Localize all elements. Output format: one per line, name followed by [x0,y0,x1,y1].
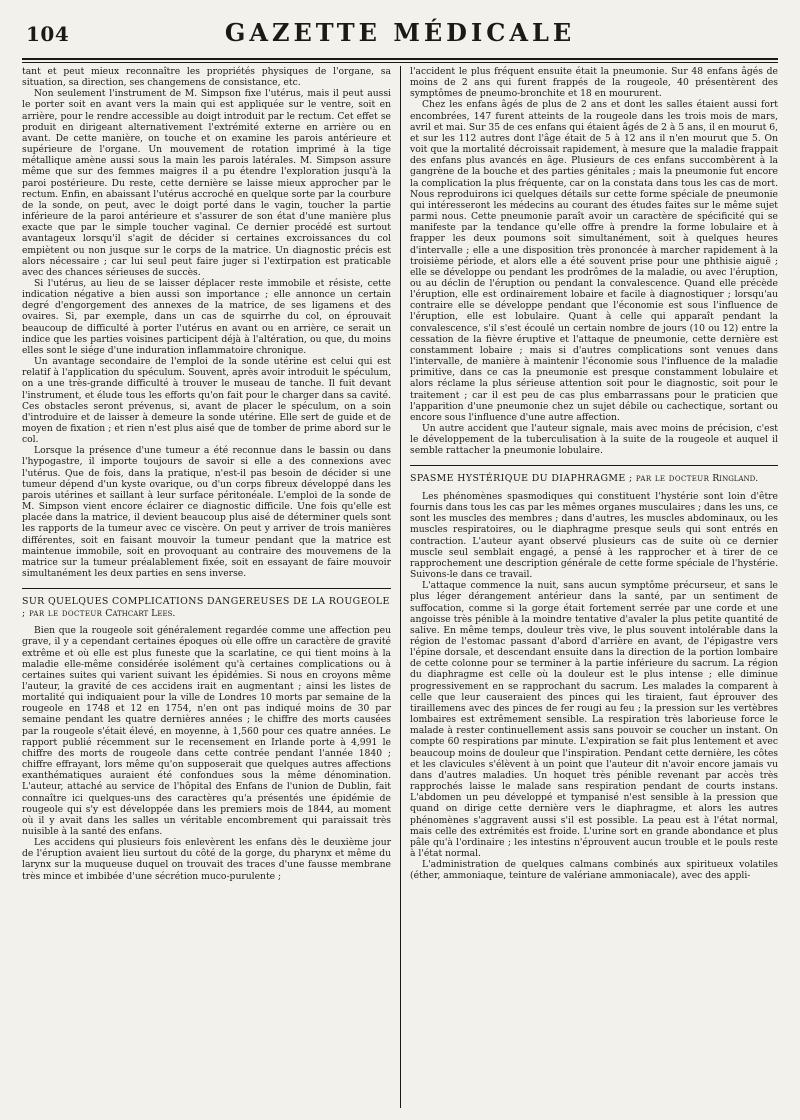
page-header [22,14,778,54]
paragraph: Les phénomènes spasmodiques qui constituent l'hystérie sont loin d'être fournis dans tous les cas par les mêmes organes musculaires ; dans les uns, ce sont les muscles des membres ; dans d'autres, les muscles abdominaux, ou les muscles respiratoires, ou le diaphragme presque seuls qui sont entrés en contraction. L'auteur ayant observé plusieurs cas de suite où ce dernier muscle seul semblait engagé, a pensé à les rapprocher et à tirer de ce rapprochement une description générale de cette forme spéciale de l'hystérie. Suivons-le dans ce travail. [410,490,778,581]
right-column [400,66,778,1108]
paragraph: Chez les enfans âgés de plus de 2 ans et dont les salles étaient aussi fort encombrées, 147 furent atteints de la rougeole dans les trois mois de mars, avril et mai. Sur 35 de ces enfans qui étaient âgés de 2 à 5 ans, il en mourut 6, et sur les 112 autres dont l'âge était de 5 à 12 ans il n'en mourut que 5. On voit que la mortalité décroissait rapidement, à mesure que la maladie frappait des enfans plus avancés en âge. Plusieurs de ces enfans succombèrent à la gangrène de la bouche et des parties génitales ; mais la pneumonie fut encore la complication la plus fréquente, car on la constata dans tous les cas de mort. Nous reproduirons ici quelques détails sur cette forme spéciale de pneumonie qui intéresseront les médecins au courant des études faites sur le même sujet parmi nous. Cette pneumonie paraît avoir un caractère de spécificité qui se manifeste par la tendance qu'elle offre à prendre la forme lobulaire et à frapper les deux poumons soit simultanément, soit à quelques heures d'intervalle ; elle a une disposition très prononcée à marcher rapidement à la troisième période, et alors elle a été souvent prise pour une phthisie aiguë ; elle se développe ou pendant les prodrômes de la maladie, ou avec l'éruption, ou au déclin de l'éruption ou pendant la convalescence. Quand elle précède l'éruption, elle est ordinairement lobaire et facile à diagnostiquer ; lorsqu'au contraire elle se développe pendant que l'économie est sous l'influence de l'éruption, elle est lobulaire. Quant à celle qui apparaît pendant la convalescence, s'il s'est écoulé un certain nombre de jours (10 ou 12) entre la cessation de la fièvre éruptive et l'attaque de pneumonie, cette dernière est constamment lobaire ; mais si d'autres complications sont venues dans l'intervalle, de manière à maintenir l'économie sous l'influence de la maladie primitive, dans ce cas la pneumonie est presque constamment lobulaire et alors réclame la plus sérieuse attention soit pour le diagnostic, soit pour le traitement ; car il est peu de cas plus embarrassans pour le praticien que l'apparition d'une pneumonie chez un sujet débile ou cachectique, sortant ou encore sous l'influence d'une autre affection. [410,99,778,423]
paragraph: l'accident le plus fréquent ensuite était la pneumonie. Sur 48 enfans âgés de moins de 2 ans qui furent frappés de la rougeole, 40 présentèrent des symptômes de pneumo-bronchite et 18 en moururent. [410,66,778,100]
paragraph: tant et peut mieux reconnaître les propriétés physiques de l'organe, sa situation, sa direction, ses changemens de consistance, etc. [22,66,391,89]
paragraph: Les accidens qui plusieurs fois enlevèrent les enfans dès le deuxième jour de l'éruption avaient lieu surtout du côté de la gorge, du pharynx et même du larynx sur la muqueuse duquel on trouvait des traces d'une fausse membrane très mince et imbibée d'une sécrétion muco-purulente ; [22,837,391,882]
section-author: Ringland. [712,473,759,485]
header-rule-thin [22,62,778,63]
paragraph: Si l'utérus, au lieu de se laisser déplacer reste immobile et résiste, cette indication négative a bien aussi son importance ; elle annonce un certain degré d'engorgement des annexes de la matrice, de ses ligamens et des ovaires. Si, par exemple, dans un cas de squirrhe du col, on éprouvait beaucoup de difficulté à porter l'utérus en avant ou en arrière, ce serait un indice que les parties voisines participent déjà à l'altération, ou que, du moins elles sont le siége d'une induration inflammatoire chronique. [22,277,391,356]
paragraph: Un avantage secondaire de l'emploi de la sonde utérine est celui qui est relatif à l'application du spéculum. Souvent, après avoir introduit le spéculum, on a une très-grande difficulté à trouver le museau de tanche. Il fuit devant l'instrument, et élude tous les efforts qu'on fait pour le charger dans sa cavité. Ces obstacles seront prévenus, si, avant de placer le spéculum, on a soin d'introduire et de laisser à demeure la sonde utérine. Elle sert de guide et de moyen de fixation ; et rien n'est plus aisé que de tomber de prime abord sur le col. [22,356,391,446]
left-column [22,66,400,1108]
paragraph: Lorsque la présence d'une tumeur a été reconnue dans le bassin ou dans l'hypogastre, il importe toujours de savoir si elle a des connexions avec l'utérus. Que de fois, dans la pratique, n'est-il pas besoin de décider si une tumeur dépend d'un kyste ovarique, ou d'un corps fibreux développé dans les parois utérines et saillant à leur surface péritonéale. L'emploi de la sonde de M. Simpson vient encore éclairer ce diagnostic difficile. Une fois qu'elle est placée dans la matrice, il devient beaucoup plus aisé de déterminer quels sont les rapports de la tumeur avec ce viscère. On peut y arriver de trois manières différentes, soit en faisant mouvoir la tumeur pendant que la matrice est maintenue immobile, soit en provoquant au contraire des mouvemens de la matrice sur la tumeur préalablement fixée, soit en essayant de faire mouvoir simultanément les deux parties en sens inverse. [22,445,391,580]
section-heading-spasme [410,465,778,485]
paragraph: L'attaque commence la nuit, sans aucun symptôme précurseur, et sans le plus léger dérangement antérieur dans la santé, par un sentiment de suffocation, comme si la gorge était fortement serrée par une corde et une angoisse très pénible à la moindre tentative d'avaler la plus petite quantité de salive. En même temps, douleur très vive, le plus souvent intolérable dans la région de l'estomac passant d'abord d'arrière en avant, de l'épigastre vers l'épine dorsale, et descendant ensuite dans la direction de la portion lombaire de cette colonne pour se terminer à la partie inférieure du sacrum. La région du diaphragme est celle où la douleur est le plus intense ; elle diminue progressivement en se rapprochant du sacrum. Les malades la comparent à celle que leur causeraient des pinces qui les tiraient, faut éprouver des tiraillemens avec des pinces de fer rougi au feu ; la pression sur les vertèbres lombaires est extrêmement sensible. La respiration très laborieuse force le malade à rester continuellement assis sans pouvoir se coucher un instant. On compte 60 respirations par minute. L'expiration se fait plus lentement et avec beaucoup moins de douleur que l'inspiration. Pendant cette dernière, les côtes et les clavicules s'élèvent à un point que l'auteur dit n'avoir encore jamais vu dans d'autres maladies. Un hoquet très pénible revenant par accès très rapprochés laisse le malade sans respiration pendant de courts instans. L'abdomen un peu développé et tympanisé n'est sensible à la pression que quand on dirige cette dernière vers le diaphragme, et alors les autres phénomènes s'aggravent aussi s'il est possible. La peau est à l'état normal, mais celle des extrémités est froide. L'urine sort en grande abondance et plus pâle qu'à l'ordinaire ; les intestins n'éprouvent aucun trouble et le pouls reste à l'état normal. [410,580,778,859]
section-title: SUR QUELQUES COMPLICATIONS DANGEREUSES DE LA ROUGEOLE ; par le docteur [22,596,390,619]
paragraph: Non seulement l'instrument de M. Simpson fixe l'utérus, mais il peut aussi le porter soit en avant vers la main qui est appliquée sur le ventre, soit en arrière, pour le rendre accessible au doigt introduit par le rectum. Cet effet se produit en dirigeant alternativement l'extrémité externe en arrière ou en avant. De cette manière, on touche et on examine les parois antérieure et supérieure de l'organe. Un mouvement de rotation imprimé à la tige métallique amène aussi sous la main les parois latérales. M. Simpson assure même que sur des femmes maigres il a pu étendre l'exploration jusqu'à la paroi postérieure. Du reste, cette dernière se laisse mieux approcher par le rectum. Enfin, en abaissant l'utérus accroché en quelque sorte par la courbure de la sonde, on peut, avec le doigt porté dans le vagin, toucher la partie inférieure de la paroi antérieure et s'assurer de son état d'une manière plus exacte que par le simple toucher vaginal. Ce dernier procédé est surtout avantageux lorsqu'il s'agit de décider si certaines excroissances du col empiètent ou non jusque sur le corps de la matrice. Un diagnostic précis est alors nécessaire ; car lui seul peut faire juger si l'extirpation est praticable avec des chances sérieuses de succès. [22,88,391,278]
section-title: SPASME HYSTÉRIQUE DU DIAPHRAGME ; par le docteur [410,473,710,485]
paragraph: Un autre accident que l'auteur signale, mais avec moins de précision, c'est le développement de la tuberculisation à la suite de la rougeole et auquel il semble rattacher la pneumonie lobulaire. [410,423,778,457]
section-author: Cathcart Lees. [105,607,176,619]
article-columns [22,66,778,1108]
page-number: 104 [26,22,70,46]
paragraph: L'administration de quelques calmans combinés aux spiritueux volatiles (éther, ammoniaque, teinture de valériane ammoniacale), avec des appli- [410,859,778,882]
header-rule [22,58,778,60]
section-heading-rougeole [22,588,391,619]
journal-title: GAZETTE MÉDICALE [224,18,576,47]
paragraph: Bien que la rougeole soit généralement regardée comme une affection peu grave, il y a cependant certaines époques où elle offre un caractère de gravité extrême et où elle est plus funeste que la scarlatine, ce qui tient moins à la maladie elle-même considérée isolément qu'à certaines complications ou à certaines suites qui varient suivant les épidémies. Si nous en croyons même l'auteur, la gravité de ces accidens irait en augmentant ; ainsi les listes de mortalité qui indiquaient pour la ville de Londres 10 morts par semaine de la rougeole en 1748 et 12 en 1754, n'en ont pas indiqué moins de 30 par semaine pendant les quatre dernières années ; le chiffre des morts causées par la rougeole s'était élevé, en moyenne, à 1,560 pour ces quatre années. Le rapport publié récemment sur le recensement en Irlande porte à 4,991 le chiffre des morts de rougeole dans cette contrée pendant l'année 1840 ; chiffre effrayant, lors même qu'on supposerait que quelques autres affections exanthématiques auraient été confondues sous la même dénomination. L'auteur, attaché au service de l'hôpital des Enfans de l'union de Dublin, fait connaître ici quelques-uns des caractères qu'a présentés une épidémie de rougeole qui s'y est développée dans les premiers mois de 1844, au moment où il y avait dans les salles un véritable encombrement qui paraissait très nuisible à la santé des enfans. [22,625,391,837]
